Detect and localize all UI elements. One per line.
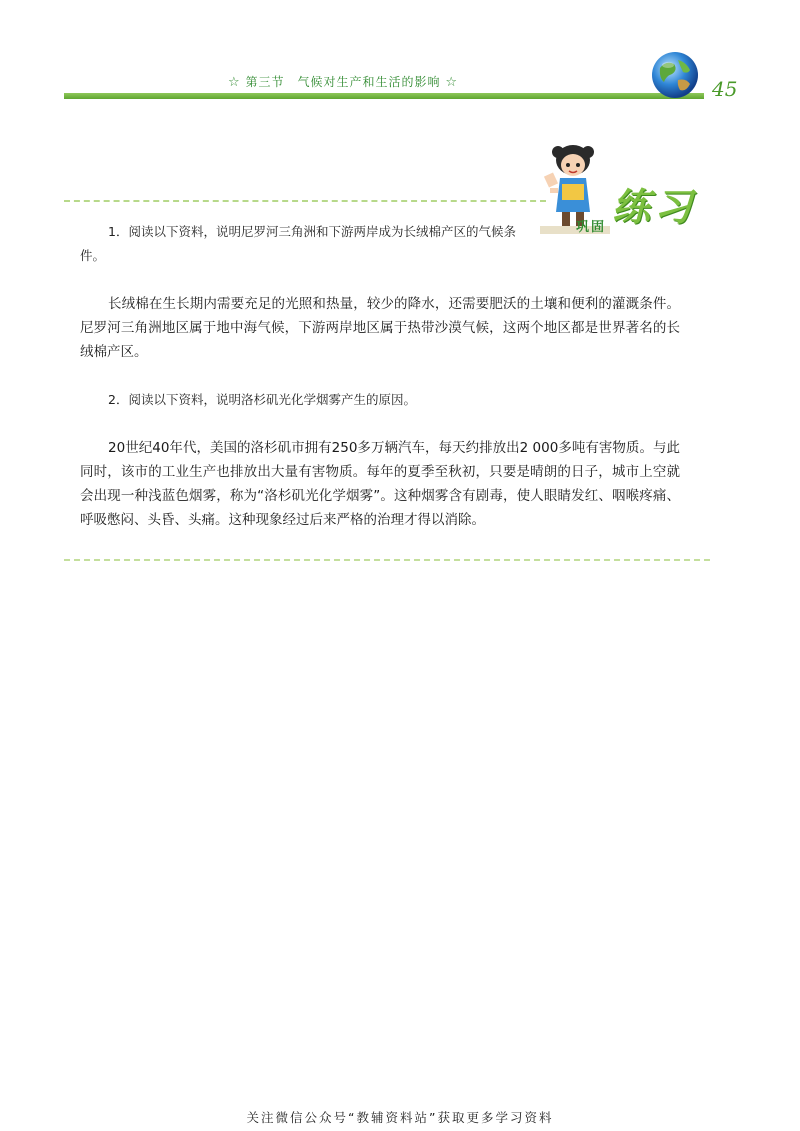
- star-icon: ☆: [228, 75, 241, 90]
- passage-2: 20世纪40年代，美国的洛杉矶市拥有250多万辆汽车，每天约排放出2 000多吨有害物质。与此同时，该市的工业生产也排放出大量有害物质。每年的夏季至秋初，只要是晴朗的日子，城市上空就会出现一种浅蓝色烟雾，称为“洛杉矶光化学烟雾”。这种烟雾含有剧毒，使人眼睛发红、咽喉疼痛、呼吸憋闷、头昏、头痛。这种现象经过后来严格的治理才得以消除。: [80, 440, 680, 528]
- exercise-content: [80, 220, 680, 532]
- consolidate-label: 巩固: [576, 220, 607, 235]
- page-header: [0, 0, 800, 110]
- question-2: 2．阅读以下资料，说明洛杉矶光化学烟雾产生的原因。: [108, 392, 416, 407]
- section-title-text: 第三节 气候对生产和生活的影响: [245, 75, 441, 89]
- section-title: [228, 73, 458, 90]
- passage-1: 长绒棉在生长期内需要充足的光照和热量，较少的降水，还需要肥沃的土壤和便利的灌溉条件。尼罗河三角洲地区属于地中海气候，下游两岸地区属于热带沙漠气候，这两个地区都是世界著名的长绒棉产区。: [80, 296, 680, 360]
- practice-label: 练习: [612, 184, 697, 229]
- globe-icon: [650, 50, 700, 100]
- question-1: 1．阅读以下资料，说明尼罗河三角洲和下游两岸成为长绒棉产区的气候条件。: [80, 224, 516, 263]
- star-icon: ☆: [445, 75, 458, 90]
- page-number: 45: [712, 77, 738, 101]
- footer-note: 关注微信公众号“教辅资料站”获取更多学习资料: [246, 1110, 554, 1125]
- header-rule: [64, 93, 704, 99]
- section-divider: [64, 200, 546, 202]
- section-end-divider: [64, 559, 710, 561]
